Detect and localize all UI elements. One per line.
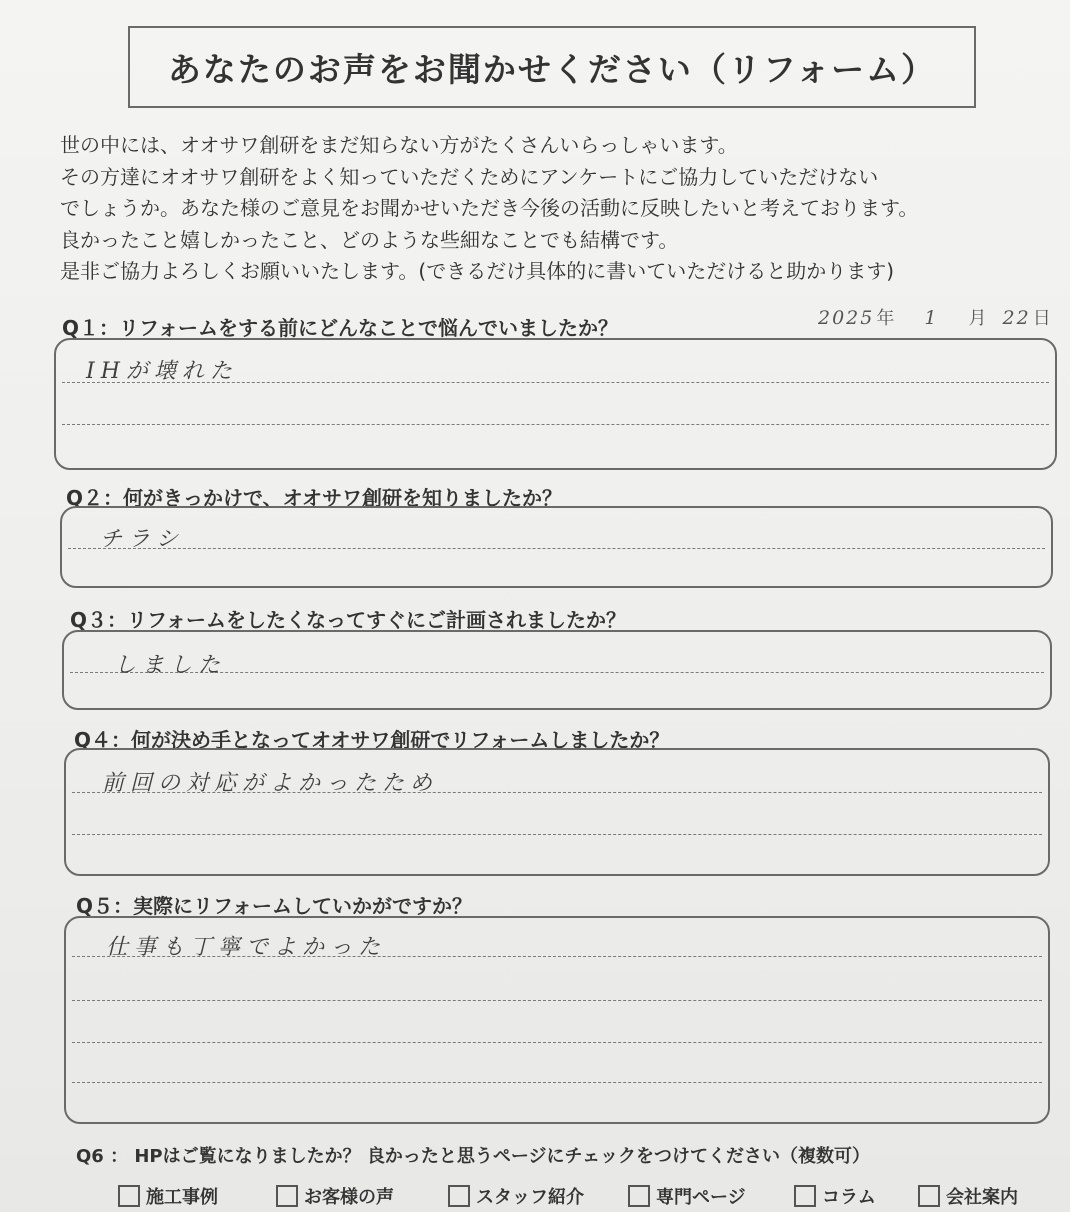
date-day: 22 (1002, 307, 1031, 329)
checkbox-sekou-jirei[interactable] (118, 1183, 218, 1209)
checkbox-square[interactable] (794, 1185, 816, 1207)
date-year: 2025 (818, 307, 875, 329)
checkbox-okyakusama-no-koe[interactable] (276, 1183, 394, 1209)
answer-box-1[interactable] (54, 338, 1057, 470)
intro-text (60, 130, 1060, 288)
answer-1-handwritten: IHが壊れた (86, 359, 238, 384)
intro-line: でしょうか。あなた様のご意見をお聞かせいただき今後の活動に反映したいと考えております。 (60, 196, 919, 220)
ruled-line (72, 834, 1042, 835)
checkbox-square[interactable] (118, 1185, 140, 1207)
date-month-kanji: 月 (968, 308, 987, 329)
page-title-text: あなたのお声をお聞かせください（リフォーム） (167, 49, 937, 89)
checkbox-senmon-page[interactable] (628, 1183, 746, 1209)
checkbox-square[interactable] (276, 1185, 298, 1207)
answer-box-4[interactable] (64, 748, 1050, 876)
answer-5-handwritten: 仕事も丁寧でよかった (106, 935, 387, 960)
date-day-kanji: 日 (1032, 308, 1051, 329)
date-year-kanji: 年 (876, 308, 895, 329)
answer-box-3[interactable] (62, 630, 1052, 710)
answer-box-5[interactable] (64, 916, 1050, 1124)
checkbox-label: スタッフ紹介 (476, 1187, 584, 1208)
question-4-label: Q４：何が決め手となってオオサワ創研でリフォームしましたか？ (74, 728, 670, 752)
date-written (818, 304, 1061, 330)
checkbox-square[interactable] (628, 1185, 650, 1207)
checkbox-label: コラム (822, 1187, 876, 1208)
date-month: 1 (924, 307, 939, 329)
answer-box-2[interactable] (60, 506, 1053, 588)
question-1-label: Q１：リフォームをする前にどんなことで悩んでいましたか？ (62, 316, 619, 340)
intro-line: 世の中には、オオサワ創研をまだ知らない方がたくさんいらっしゃいます。 (60, 133, 738, 157)
question-6-label: Q6 ： HPはご覧になりましたか？ 良かったと思うページにチェックをつけてください（複数可） (76, 1146, 870, 1167)
question-2-label: Q２：何がきっかけで、オオサワ創研を知りましたか？ (66, 486, 563, 510)
checkbox-square[interactable] (448, 1185, 470, 1207)
answer-2-handwritten: チラシ (100, 527, 185, 552)
answer-4-handwritten: 前回の対応がよかったため (102, 771, 439, 796)
checkbox-square[interactable] (918, 1185, 940, 1207)
checkbox-staff-shoukai[interactable] (448, 1183, 584, 1209)
ruled-line (72, 1000, 1042, 1001)
intro-line: 是非ご協力よろしくお願いいたします。(できるだけ具体的に書いていただけると助かります) (60, 259, 895, 283)
checkbox-label: お客様の声 (304, 1187, 394, 1208)
page-title (128, 26, 976, 108)
intro-line: その方達にオオサワ創研をよく知っていただくためにアンケートにご協力していただけない (60, 164, 879, 189)
ruled-line (68, 548, 1045, 549)
checkbox-label: 専門ページ (656, 1187, 746, 1208)
ruled-line (72, 1042, 1042, 1043)
ruled-line (62, 424, 1049, 425)
checkbox-column[interactable] (794, 1183, 876, 1209)
checkbox-label: 施工事例 (146, 1187, 218, 1208)
checkbox-kaisha-annai[interactable] (918, 1183, 1018, 1209)
question-3-label: Q３：リフォームをしたくなってすぐにご計画されましたか？ (70, 608, 627, 632)
checkbox-label: 会社案内 (946, 1187, 1018, 1208)
intro-line: 良かったこと嬉しかったこと、どのような些細なことでも結構です。 (60, 227, 679, 252)
page-checklist (0, 1180, 1070, 1212)
question-5-label: Q５：実際にリフォームしていかがですか？ (76, 894, 473, 918)
ruled-line (72, 1082, 1042, 1083)
answer-3-handwritten: しました (114, 653, 227, 678)
